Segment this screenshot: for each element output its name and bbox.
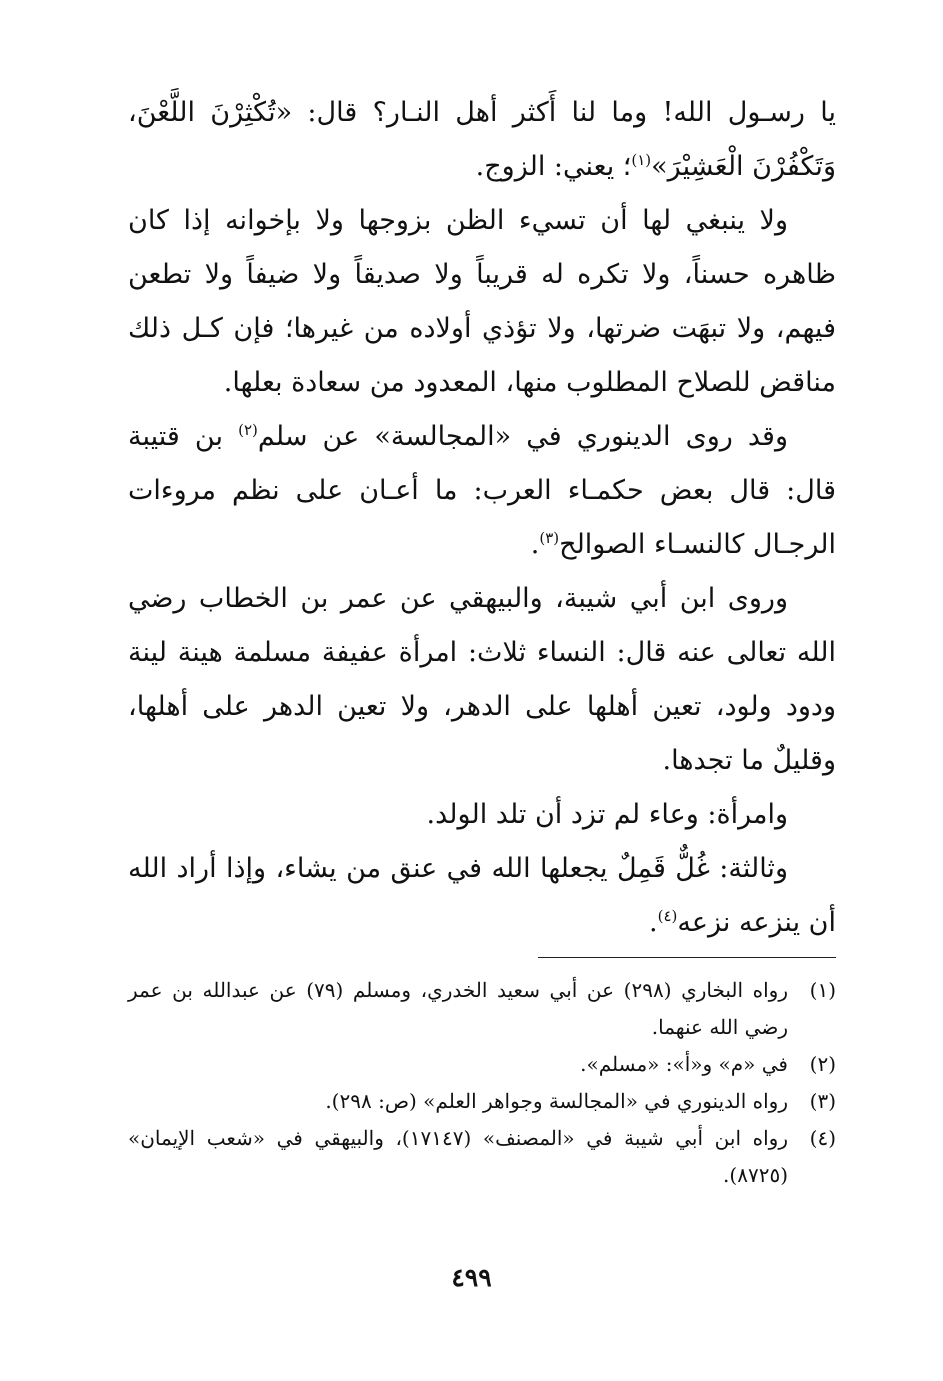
paragraph-4: وروى ابن أبي شيبة، والبيهقي عن عمر بن الخطاب رضي الله تعالى عنه قال: النساء ثلاث: امرأة عفيفة مسلمة هينة لينة ودود ولود، تعين أهلها على الدهر، ولا تعين الدهر على أهلها، وقليلٌ ما تجدها.: [128, 583, 836, 776]
footnotes: [128, 972, 836, 1194]
paragraph-3: [128, 410, 836, 572]
footnote-text: رواه ابن أبي شيبة في «المصنف» (١٧١٤٧)، والبيهقي في «شعب الإيمان» (٨٧٢٥).: [128, 1126, 788, 1187]
paragraph-1: [128, 86, 836, 194]
footnote-separator: [538, 957, 836, 958]
footnote-2: [128, 1046, 836, 1083]
footnote-text: رواه الدينوري في «المجالسة وجواهر العلم» (ص: ٢٩٨).: [325, 1089, 788, 1113]
footnote-ref-3: (٣): [539, 529, 560, 547]
footnote-1: [128, 972, 836, 1046]
paragraph-3-text: وقد روى الدينوري في «المجالسة» عن سلم: [257, 421, 789, 452]
main-text: [128, 86, 836, 950]
footnote-text: في «م» و«أ»: «مسلم».: [580, 1052, 788, 1076]
footnote-text: رواه البخاري (٢٩٨) عن أبي سعيد الخدري، ومسلم (٧٩) عن عبدالله بن عمر رضي الله عنهما.: [128, 978, 788, 1039]
footnote-number: (٤): [809, 1126, 836, 1150]
footnote-number: (٣): [809, 1089, 836, 1113]
paragraph-3-mid: بن قتيبة قال: قال بعض حكمـاء العرب: ما أعـان على نظم مروءات الرجـال كالنسـاء الصوالح: [128, 421, 836, 560]
page-number: ٤٩٩: [451, 1263, 492, 1292]
footnote-ref-4: (٤): [657, 907, 678, 925]
paragraph-6: [128, 842, 836, 950]
footnote-4: [128, 1120, 836, 1194]
paragraph-2: ولا ينبغي لها أن تسيء الظن بزوجها ولا بإخوانه إذا كان ظاهره حسناً، ولا تكره له قريباً ولا صديقاً ولا ضيفاً ولا تطعن فيهم، ولا تبهَت ضرتها، ولا تؤذي أولاده من غيرها؛ فإن كـل ذلك مناقض للصلاح المطلوب منها، المعدود من سعادة بعلها.: [128, 205, 836, 398]
footnote-3: [128, 1083, 836, 1120]
footnote-ref-1: (١): [631, 151, 652, 169]
paragraph-5: وامرأة: وعاء لم تزد أن تلد الولد.: [426, 799, 788, 830]
footnote-ref-2: (٢): [238, 421, 258, 439]
paragraph-1-tail: ؛ يعني: الزوج.: [475, 151, 632, 182]
paragraph-1-text: يا رسـول الله! وما لنا أَكثر أهل النـار؟ قال: «تُكْثِرْنَ اللَّعْنَ، وَتَكْفُرْنَ الْعَشِيْرَ»: [128, 97, 836, 182]
paragraph-6-tail: .: [648, 907, 658, 938]
footnote-number: (١): [809, 978, 836, 1002]
paragraph-3-tail: .: [530, 529, 540, 560]
paragraph-6-text: وثالثة: غُلٌّ قَمِلٌ يجعلها الله في عنق من يشاء، وإذا أراد الله أن ينزعه نزعه: [128, 853, 836, 938]
footnote-number: (٢): [809, 1052, 836, 1076]
